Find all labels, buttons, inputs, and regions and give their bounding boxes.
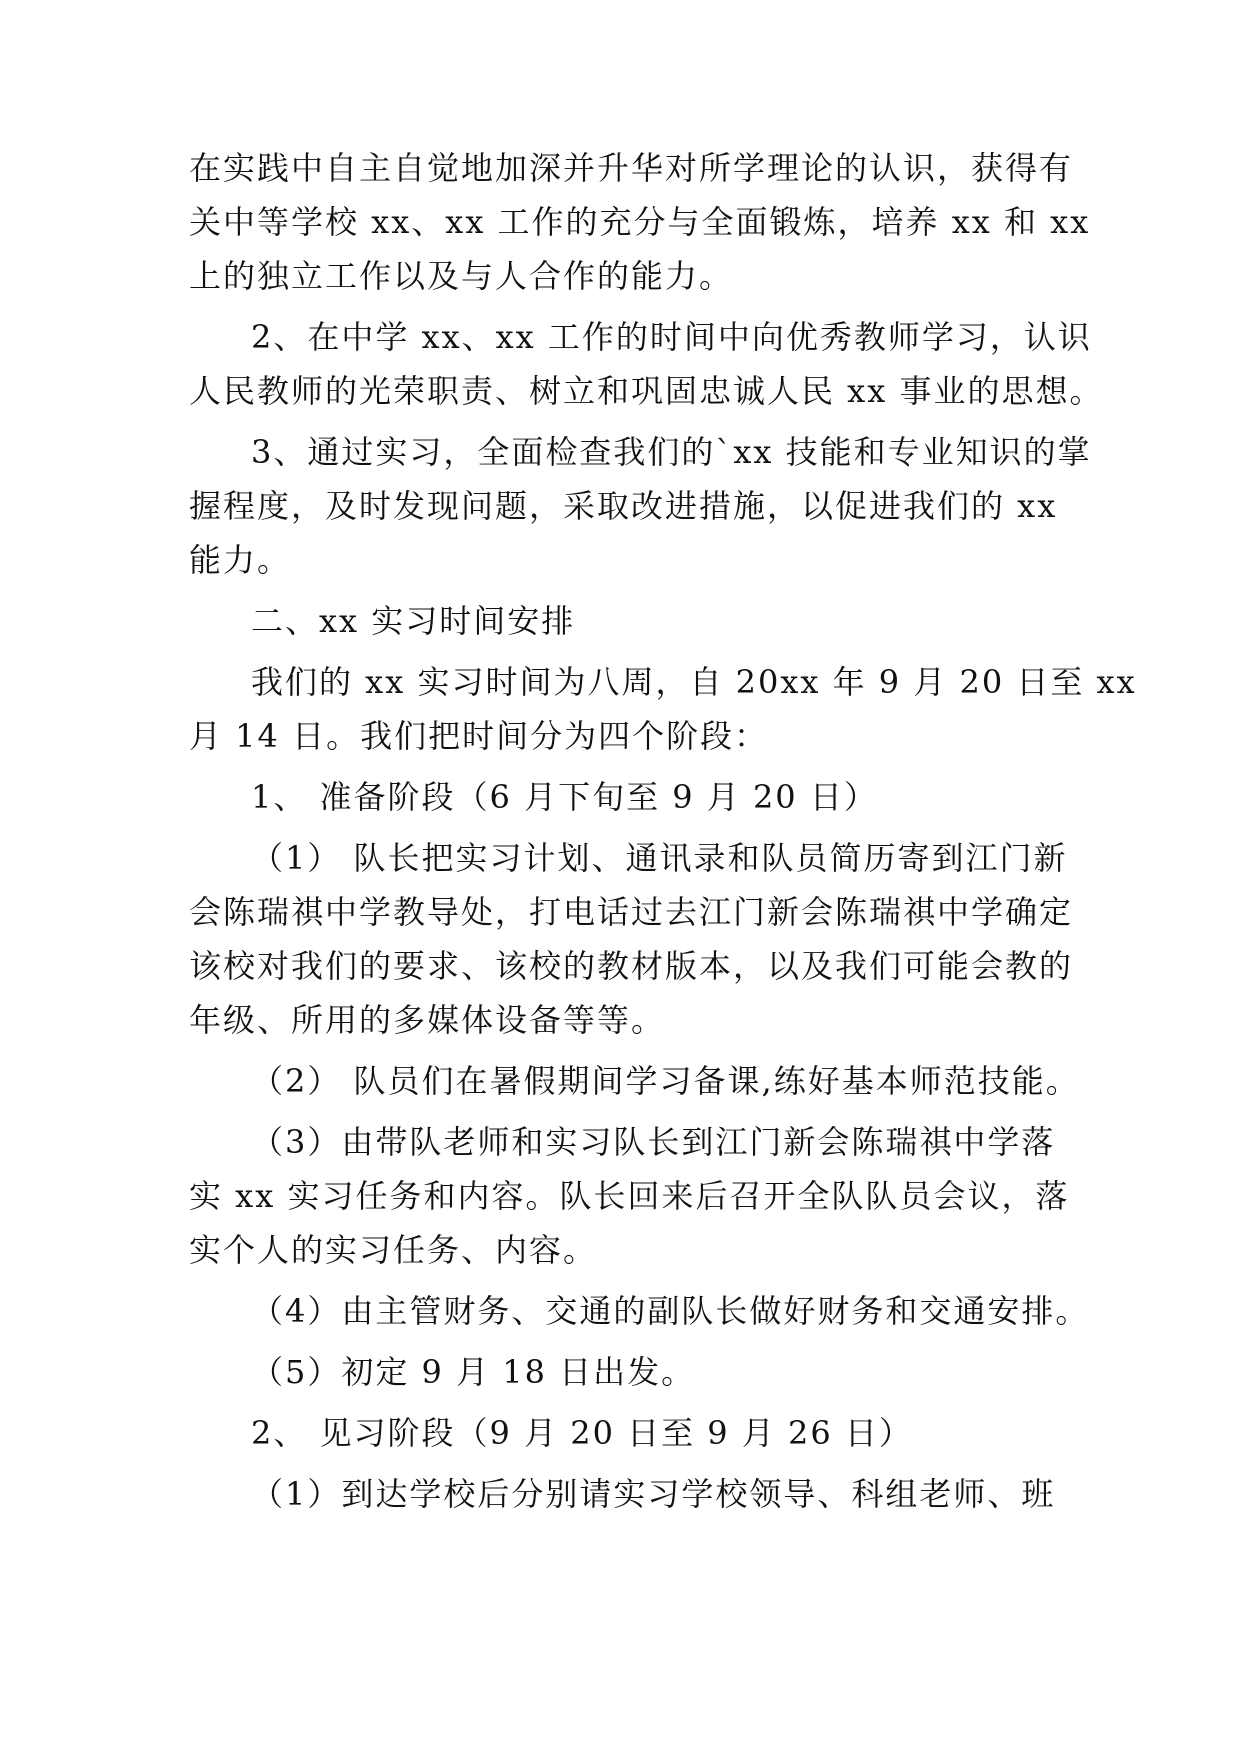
text-line-10: 我们的 xx 实习时间为八周，自 20xx 年 9 月 20 日至 xx [251,663,1137,701]
text-line-21: （4）由主管财务、交通的副队长做好财务和交通安排。 [251,1292,1090,1330]
text-line-19: 实 xx 实习任务和内容。队长回来后召开全队队员会议，落 [189,1177,1070,1215]
text-line-1: 在实践中自主自觉地加深并升华对所学理论的认识，获得有 [189,149,1074,187]
text-line-9: 二、xx 实习时间安排 [251,602,576,640]
text-line-4: 2、在中学 xx、xx 工作的时间中向优秀教师学习，认识 [251,318,1092,356]
text-line-13: （1） 队长把实习计划、通讯录和队员简历寄到江门新 [251,839,1068,877]
text-line-12: 1、 准备阶段（6 月下旬至 9 月 20 日） [251,778,878,816]
text-line-7: 握程度，及时发现问题，采取改进措施，以促进我们的 xx [189,487,1058,525]
text-line-24: （1）到达学校后分别请实习学校领导、科组老师、班 [251,1475,1056,1513]
text-line-16: 年级、所用的多媒体设备等等。 [189,1001,666,1039]
text-line-14: 会陈瑞祺中学教导处，打电话过去江门新会陈瑞祺中学确定 [189,893,1074,931]
text-line-3: 上的独立工作以及与人合作的能力。 [189,257,734,295]
text-line-15: 该校对我们的要求、该校的教材版本，以及我们可能会教的 [189,947,1074,985]
text-line-23: 2、 见习阶段（9 月 20 日至 9 月 26 日） [251,1414,913,1452]
text-line-6: 3、通过实习，全面检查我们的`xx 技能和专业知识的掌 [251,433,1092,471]
text-line-5: 人民教师的光荣职责、树立和巩固忠诚人民 xx 事业的思想。 [189,372,1104,410]
text-line-11: 月 14 日。我们把时间分为四个阶段： [189,717,769,755]
text-line-18: （3）由带队老师和实习队长到江门新会陈瑞祺中学落 [251,1123,1056,1161]
text-line-22: （5）初定 9 月 18 日出发。 [251,1353,696,1391]
text-line-20: 实个人的实习任务、内容。 [189,1231,598,1269]
text-line-2: 关中等学校 xx、xx 工作的充分与全面锻炼，培养 xx 和 xx [189,203,1091,241]
text-line-8: 能力。 [189,541,292,579]
text-line-17: （2） 队员们在暑假期间学习备课,练好基本师范技能。 [251,1062,1080,1100]
